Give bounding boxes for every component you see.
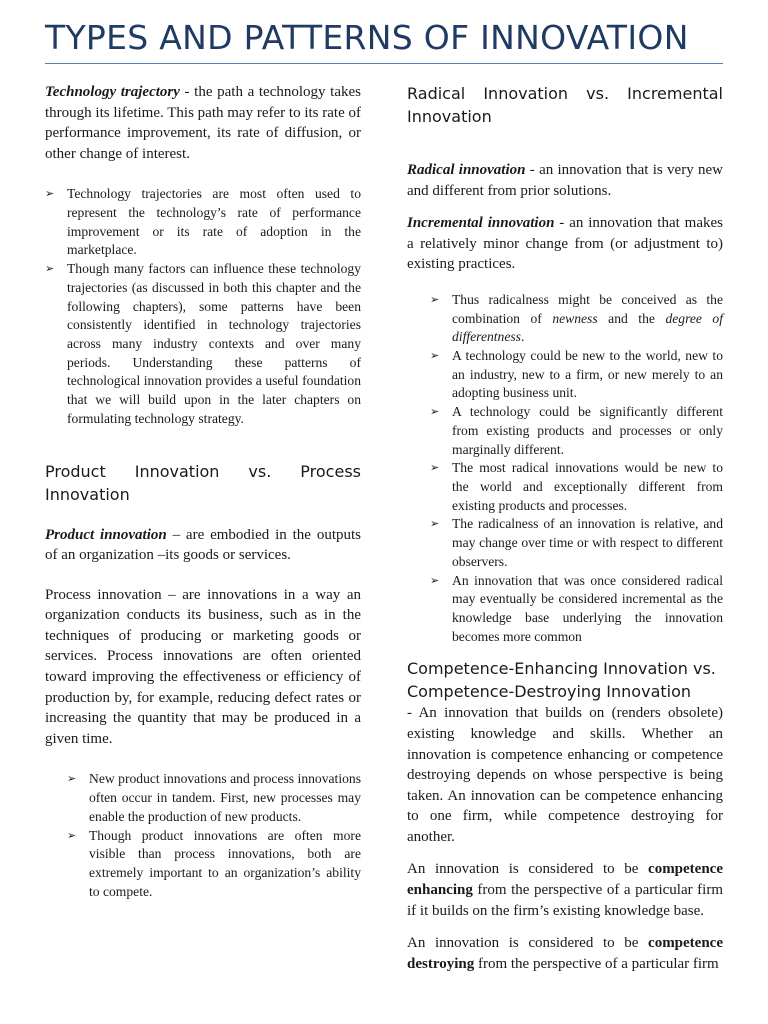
right-column — [407, 82, 723, 974]
list-item — [430, 459, 723, 515]
list-item — [45, 260, 361, 428]
list-item — [67, 770, 361, 826]
emphasis-newness: newness — [552, 310, 598, 326]
process-innovation-paragraph: Process innovation – are innovations in a way an organization conducts its business, such as in the techniques of producing or marketing goods or services. Process innovations are often oriented toward improving the effectiveness or efficiency of production by, for example, reducing defect rates or increasing the quantity that may be produced in a given time. — [45, 586, 361, 747]
list-item-text: Technology trajectories are most often used to represent the technology’s rate of performance improvement or its rate of adoption in the marketplace. — [67, 186, 361, 258]
list-item-text: . — [520, 329, 525, 345]
competence-enhancing-paragraph — [407, 859, 723, 921]
radical-innovation-definition — [407, 160, 723, 201]
list-item-text: Though many factors can influence these technology trajectories (as discussed in both this chapter and the following chapters), some patterns have been consistently identified in technology trajectories across many industry contexts and over many periods. Understanding these patterns of technological innovation provides a useful foundation that we will build upon in the later chapters on formulating technology strategy. — [67, 261, 361, 426]
list-item-text: The most radical innovations would be new to the world and exceptionally different from existing products and processes. — [452, 460, 723, 513]
arrow-bullet-icon: ➢ — [430, 405, 440, 419]
competence-destroying-paragraph — [407, 933, 723, 974]
competence-paragraph: - An innovation that builds on (renders obsolete) existing knowledge and skills. Whether an innovation is competence enhancing or competence destroying depends on whose perspective is being taken. An innovation can be competence enhancing to one firm, while competence destroying for another. — [407, 705, 723, 845]
paragraph-text: from the perspective of a particular firm — [474, 955, 719, 972]
paragraph-text: from the perspective of a particular firm if it builds on the firm’s existing knowledge base. — [407, 882, 723, 919]
radicalness-bullets — [407, 291, 723, 646]
list-item-text: A technology could be significantly different from existing products and processes or only marginally different. — [452, 404, 723, 457]
list-item — [430, 347, 723, 403]
arrow-bullet-icon: ➢ — [430, 461, 440, 475]
arrow-bullet-icon: ➢ — [45, 187, 55, 201]
definition-text: – are embodied in the outputs of an organization –its goods or services. — [45, 526, 361, 564]
list-item-text: New product innovations and process innovations often occur in tandem. First, new processes may enable the production of new products. — [89, 771, 361, 824]
list-item — [430, 572, 723, 647]
definition-text: - an innovation that is very new and different from prior solutions. — [407, 162, 723, 199]
definition-text: - the path a technology takes through its lifetime. This path may refer to its rate of performance improvement, its rate of diffusion, or other change of interest. — [45, 84, 361, 162]
technology-trajectory-definition — [45, 82, 361, 164]
list-item-text: The radicalness of an innovation is relative, and may change over time or with respect to different observers. — [452, 516, 723, 569]
section-heading-product-process: Product Innovation vs. Process Innovation — [45, 461, 361, 504]
paragraph-text: An innovation is considered to be — [407, 935, 649, 952]
list-item — [430, 403, 723, 459]
list-item-text: A technology could be new to the world, new to an industry, new to a firm, or new merely to an adopting business unit. — [452, 348, 723, 401]
definition-term: Technology trajectory — [45, 84, 180, 100]
section-heading-competence: Competence-Enhancing Innovation vs. Competence-Destroying Innovation — [407, 659, 716, 702]
bold-term: competence enhancing — [407, 861, 723, 899]
paragraph-text: An innovation is considered to be — [407, 861, 649, 878]
arrow-bullet-icon: ➢ — [430, 517, 440, 531]
arrow-bullet-icon: ➢ — [67, 828, 77, 842]
arrow-bullet-icon: ➢ — [67, 772, 77, 786]
incremental-innovation-definition — [407, 213, 723, 275]
technology-trajectory-bullets — [45, 185, 361, 428]
list-item-text: and the — [597, 310, 666, 326]
page-title: TYPES AND PATTERNS OF INNOVATION — [45, 18, 689, 57]
definition-term: Product innovation — [45, 526, 167, 543]
product-process-bullets — [45, 770, 361, 901]
product-innovation-definition — [45, 525, 361, 566]
definition-term: Radical innovation — [407, 162, 526, 178]
list-item — [67, 827, 361, 902]
arrow-bullet-icon: ➢ — [430, 349, 440, 363]
section-heading-radical-incremental: Radical Innovation vs. Incremental Innovation — [407, 84, 723, 126]
left-column — [45, 82, 361, 901]
definition-text: - an innovation that makes a relatively minor change from (or adjustment to) existing practices. — [407, 215, 723, 273]
arrow-bullet-icon: ➢ — [430, 292, 440, 306]
list-item-text: Thus radicalness might be conceived as the combination of — [452, 291, 723, 326]
definition-term: Incremental innovation — [407, 215, 555, 232]
arrow-bullet-icon: ➢ — [45, 262, 55, 276]
arrow-bullet-icon: ➢ — [430, 573, 440, 587]
list-item-text: An innovation that was once considered radical may eventually be considered incremental as the knowledge base underlying the innovation becomes more common — [452, 572, 723, 644]
list-item — [45, 185, 361, 260]
emphasis-differentness: degree of differentness — [452, 310, 724, 345]
bold-term: competence destroying — [407, 935, 723, 972]
list-item-text: Though product innovations are often more visible than process innovations, both are extremely important to an organization’s ability to compete. — [89, 827, 361, 899]
list-item — [430, 291, 723, 347]
title-rule — [45, 63, 723, 64]
list-item — [430, 515, 723, 571]
